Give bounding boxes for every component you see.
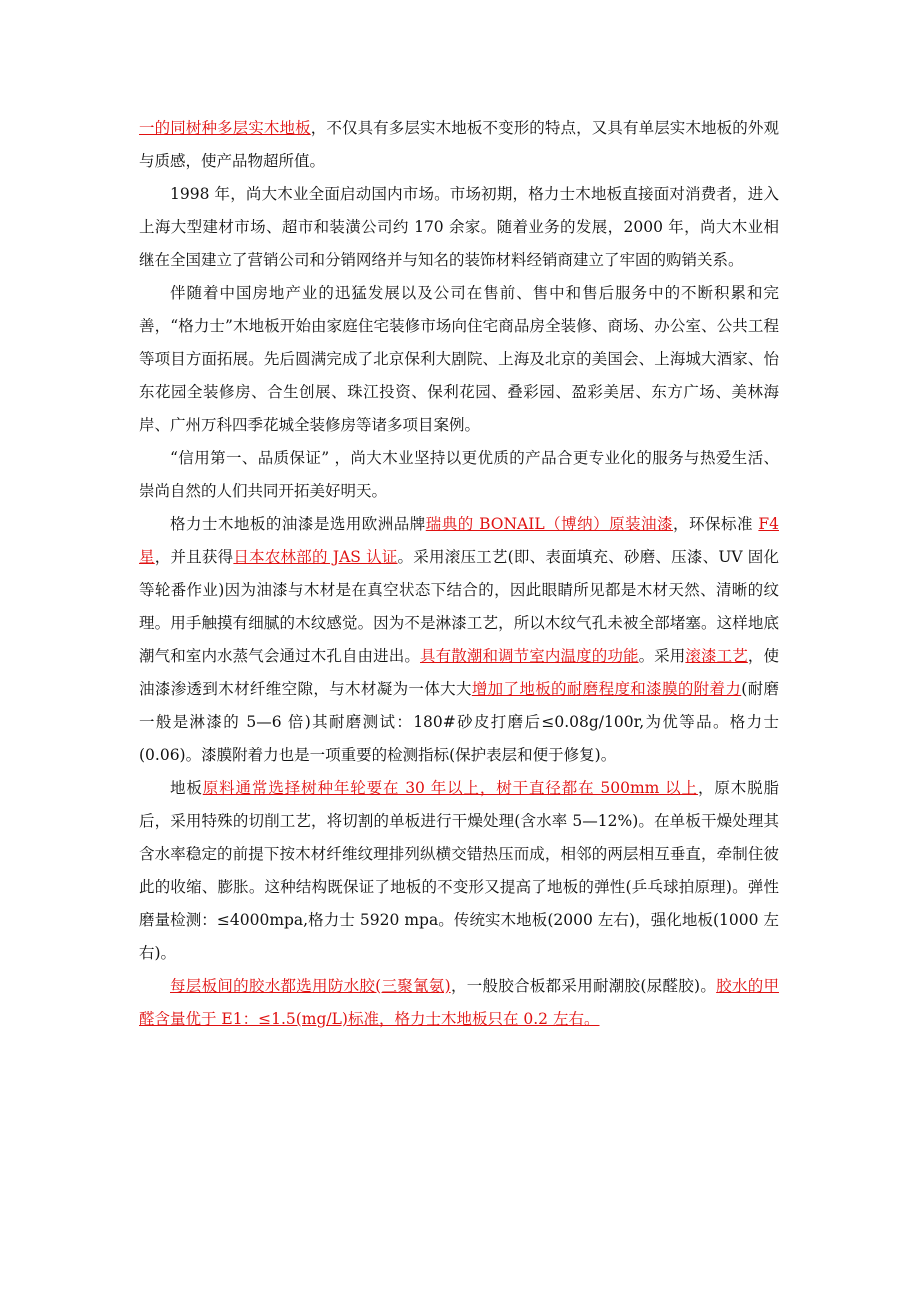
- text-run: ，环保标准: [673, 515, 759, 533]
- text-run: “信用第一、品质保证” ，尚大木业坚持以更优质的产品合更专业化的服务与热爱生活、崇尚自然的人们共同开拓美好明天。: [139, 449, 779, 500]
- paragraph: [139, 970, 779, 1036]
- text-run: 。采用: [638, 647, 686, 665]
- text-run: ，不仅具有多层实木地板不变形的特点，又具有单层实木地板的外观与质感，使产品物超所值。: [139, 119, 779, 170]
- text-run: 。采用滚压工艺(即、表面填充、砂磨、压漆、UV 固化等轮番作业)因为油漆与木材是在真空状态下结合的，因此眼睛所见都是木材天然、清晰的纹理。用手触摸有细腻的木纹感觉。因为不是淋漆工艺，所以木纹气孔未被全部堵塞。这样地底潮气和室内水蒸气会通过木孔自由进出。: [139, 548, 779, 665]
- text-run: 1998 年，尚大木业全面启动国内市场。市场初期，格力士木地板直接面对消费者，进入上海大型建材市场、超市和装潢公司约 170 余家。随着业务的发展，2000 年，尚大木业相继在全国建立了营销公司和分销网络并与知名的装饰材料经销商建立了牢固的购销关系。: [139, 185, 779, 269]
- highlighted-text: 增加了地板的耐磨程度和漆膜的附着力: [471, 680, 742, 698]
- highlighted-text: 每层板间的胶水都选用防水胶(三聚氰氨): [170, 977, 451, 995]
- text-run: 伴随着中国房地产业的迅猛发展以及公司在售前、售中和售后服务中的不断积累和完善，“格力士”木地板开始由家庭住宅装修市场向住宅商品房全装修、商场、办公室、公共工程等项目方面拓展。先后圆满完成了北京保利大剧院、上海及北京的美国会、上海城大酒家、怡东花园全装修房、合生创展、珠江投资、保利花园、叠彩园、盈彩美居、东方广场、美林海岸、广州万科四季花城全装修房等诸多项目案例。: [139, 284, 779, 434]
- text-run: ，一般胶合板都采用耐潮胶(尿醛胶)。: [450, 977, 717, 995]
- paragraph: [139, 178, 779, 277]
- highlighted-text: 一的同树种多层实木地板: [139, 119, 311, 137]
- paragraph: [139, 277, 779, 442]
- highlighted-text: 胶水的甲醛含量优于 E1：≤1.5(mg/L)标准，格力士木地板只在 0.2 左右。: [139, 977, 779, 1028]
- highlighted-text: 原料通常选择树种年轮要在 30 年以上，树干直径都在 500mm 以上: [202, 779, 698, 797]
- highlighted-text: 瑞典的 BONAIL（博纳）原装油漆: [425, 515, 674, 533]
- text-run: ，原木脱脂后，采用特殊的切削工艺，将切割的单板进行干燥处理(含水率 5—12%)。在单板干燥处理其含水率稳定的前提下按木材纤维纹理排列纵横交错热压而成，相邻的两层相互垂直，牵制住彼此的收缩、膨胀。这种结构既保证了地板的不变形又提高了地板的弹性(乒乓球拍原理)。弹性磨量检测：≤4000mpa,格力士 5920 mpa。传统实木地板(2000 左右)，强化地板(1000 左右)。: [139, 779, 779, 962]
- text-run: ，使油漆渗透到木材纤维空隙，与木材凝为一体大大: [139, 647, 779, 698]
- highlighted-text: 滚漆工艺: [685, 647, 748, 665]
- text-run: 格力士木地板的油漆是选用欧洲品牌: [170, 515, 426, 533]
- paragraph: [139, 112, 779, 178]
- highlighted-text: 具有散潮和调节室内温度的功能: [420, 647, 639, 665]
- highlighted-text: 日本农林部的 JAS 认证: [233, 548, 398, 566]
- paragraph: [139, 508, 779, 772]
- highlighted-text: F4 星: [139, 515, 779, 566]
- paragraph: [139, 772, 779, 970]
- document-body: [139, 112, 779, 1036]
- text-run: ，并且获得: [154, 548, 234, 566]
- paragraph: [139, 442, 779, 508]
- text-run: 地板: [170, 779, 203, 797]
- text-run: (耐磨一般是淋漆的 5—6 倍)其耐磨测试：180#砂皮打磨后≤0.08g/100r,为优等品。格力士(0.06)。漆膜附着力也是一项重要的检测指标(保护表层和便于修复)。: [139, 680, 779, 764]
